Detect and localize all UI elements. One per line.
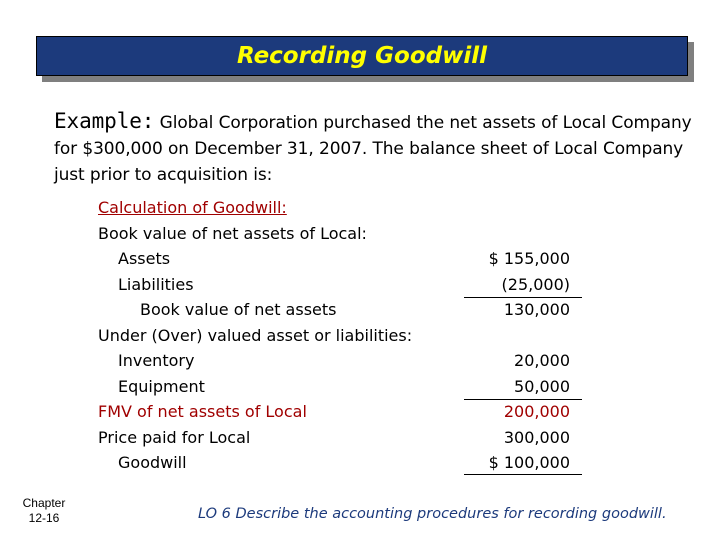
learning-objective: LO 6 Describe the accounting procedures for recording goodwill. — [198, 506, 667, 522]
slide-number: 12-16 — [28, 511, 60, 525]
calc-heading-row — [98, 195, 598, 221]
row-label: Equipment — [118, 376, 205, 396]
table-row — [98, 221, 598, 247]
row-amount: 130,000 — [503, 300, 570, 319]
chapter-text: Chapter — [22, 496, 66, 510]
row-label: Book value of net assets of Local: — [98, 223, 367, 243]
row-label: Liabilities — [118, 274, 194, 294]
row-label: Assets — [118, 249, 171, 268]
row-label: Under (Over) valued asset or liabilities: — [98, 325, 413, 345]
title-banner — [36, 36, 688, 76]
row-amount: 200,000 — [503, 402, 570, 421]
goodwill-calculation — [98, 195, 598, 476]
row-label: Inventory — [118, 351, 195, 370]
total-rule — [464, 474, 582, 475]
chapter-label — [14, 496, 74, 526]
table-row — [98, 272, 598, 298]
row-amount: 50,000 — [514, 376, 570, 396]
example-label: Example: — [54, 109, 155, 133]
row-amount: 20,000 — [514, 351, 570, 370]
table-row — [98, 425, 598, 451]
slide-title: Recording Goodwill — [237, 43, 487, 69]
row-amount: (25,000) — [501, 274, 570, 294]
row-label: FMV of net assets of Local — [98, 402, 307, 421]
row-amount: $ 100,000 — [488, 453, 570, 472]
table-row — [98, 348, 598, 374]
example-intro — [54, 108, 694, 188]
row-label: Goodwill — [118, 453, 187, 472]
row-label: Price paid for Local — [98, 427, 251, 447]
table-row — [98, 399, 598, 425]
row-amount: $ 155,000 — [488, 249, 570, 268]
row-amount: 300,000 — [503, 427, 570, 447]
example-text: Global Corporation purchased the net assets of Local Company for $300,000 on December 31, 2007. The balance sheet of Local Company just prior to acquisition is: — [54, 113, 692, 185]
table-row — [98, 450, 598, 476]
table-row — [98, 323, 598, 349]
table-row — [98, 246, 598, 272]
table-row — [98, 374, 598, 400]
calc-heading: Calculation of Goodwill: — [98, 198, 287, 217]
row-label: Book value of net assets — [140, 300, 337, 319]
table-row — [98, 297, 598, 323]
